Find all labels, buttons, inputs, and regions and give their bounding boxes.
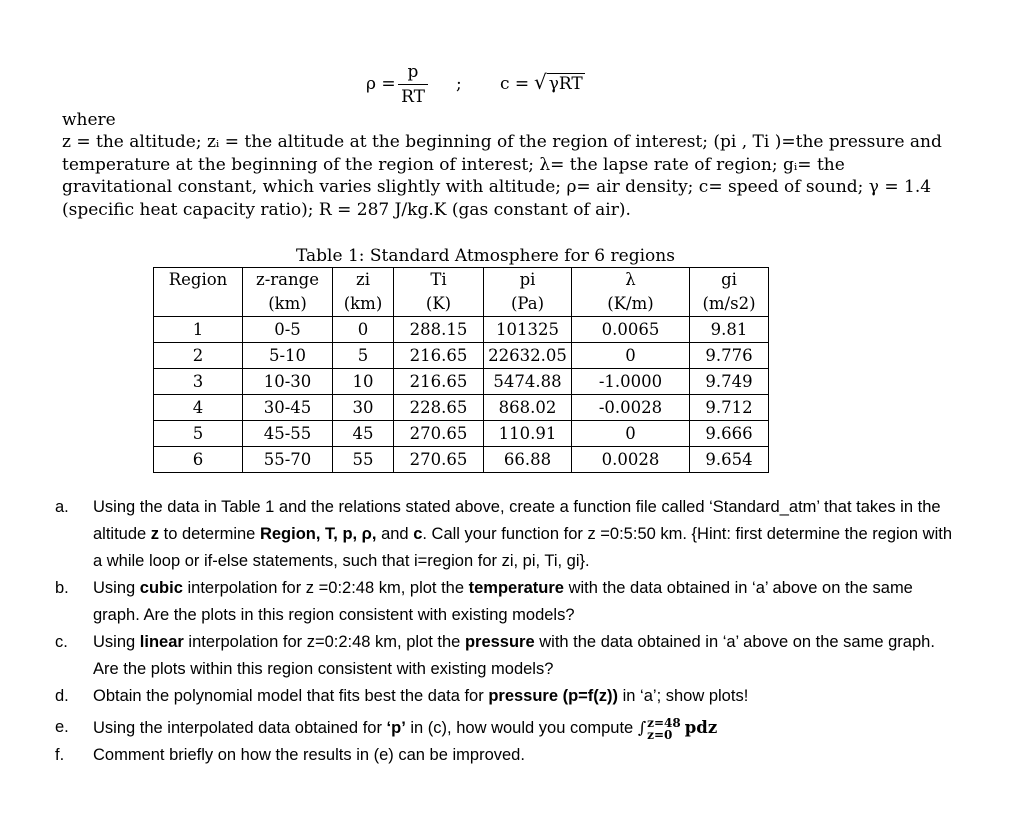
question-c [55, 629, 955, 683]
cell-zi: 10 [333, 369, 394, 395]
cell-z-range: 5-10 [243, 343, 333, 369]
question-label: e. [55, 718, 69, 736]
cell-pi: 66.88 [484, 447, 572, 473]
question-text: and [376, 525, 414, 543]
cell-pi: 5474.88 [484, 369, 572, 395]
sqrt-symbol: √ [534, 70, 547, 94]
formula-row [0, 62, 1024, 112]
question-label: d. [55, 687, 69, 705]
integral-lower-limit: z=0 [647, 727, 673, 742]
cell-region: 5 [154, 421, 243, 447]
question-emphasis: z [150, 525, 160, 543]
cell-gi: 9.712 [690, 395, 769, 421]
cell-lapse-rate: 0 [572, 421, 690, 447]
question-label: a. [55, 498, 69, 516]
cell-lapse-rate: -0.0028 [572, 395, 690, 421]
question-text: Using [93, 633, 140, 651]
density-numerator: p [398, 62, 428, 85]
density-formula-lhs: ρ = [366, 74, 396, 94]
cell-region: 4 [154, 395, 243, 421]
cell-ti: 270.65 [394, 447, 484, 473]
question-b [55, 575, 955, 629]
question-text: with the data obtained in ‘a’ above on the same graph. Are the plots within this region consistent with existing models? [93, 633, 935, 678]
cell-gi: 9.749 [690, 369, 769, 395]
variable-definitions: z = the altitude; zᵢ = the altitude at the beginning of the region of interest; (pi , Ti )=the pressure and temperature at the beginning of the region of interest; λ= the lapse rate of region; gᵢ= the gravitational constant, which varies slightly with altitude; ρ= air density; c= speed of sound; γ = 1.4 (specific heat capacity ratio); R = 287 J/kg.K (gas constant of air). [62, 132, 942, 220]
cell-z-range: 10-30 [243, 369, 333, 395]
density-fraction [398, 62, 428, 107]
cell-region: 3 [154, 369, 243, 395]
cell-z-range: 45-55 [243, 421, 333, 447]
question-e [55, 710, 955, 742]
question-text: Comment briefly on how the results in (e) can be improved. [93, 746, 525, 764]
where-label: where [62, 110, 116, 130]
cell-zi: 30 [333, 395, 394, 421]
question-text: Using the data in Table 1 and the relations stated above, create a function file called ‘Standard_atm’ that takes in the altitude [93, 498, 941, 543]
cell-zi: 55 [333, 447, 394, 473]
cell-lapse-rate: 0.0065 [572, 317, 690, 343]
table-row [154, 395, 769, 421]
table-row [154, 343, 769, 369]
question-emphasis: cubic [139, 579, 183, 597]
cell-zi: 0 [333, 317, 394, 343]
header-region: Region [154, 268, 243, 317]
question-text: Obtain the polynomial model that fits best the data for [93, 687, 489, 705]
question-emphasis: Region, T, p, ρ, [259, 525, 377, 543]
question-text: interpolation for z=0:2:48 km, plot the [183, 633, 465, 651]
cell-z-range: 55-70 [243, 447, 333, 473]
cell-zi: 45 [333, 421, 394, 447]
cell-gi: 9.654 [690, 447, 769, 473]
table-caption: Table 1: Standard Atmosphere for 6 regions [296, 246, 675, 266]
cell-gi: 9.776 [690, 343, 769, 369]
question-list [55, 494, 955, 769]
cell-region: 6 [154, 447, 243, 473]
header-pi: pi (Pa) [484, 268, 572, 317]
question-label: c. [55, 633, 68, 651]
standard-atmosphere-table [153, 267, 769, 473]
cell-gi: 9.666 [690, 421, 769, 447]
cell-pi: 101325 [484, 317, 572, 343]
integrand: pdz [684, 718, 718, 737]
cell-ti: 216.65 [394, 369, 484, 395]
question-emphasis: temperature [468, 579, 564, 597]
cell-lapse-rate: 0 [572, 343, 690, 369]
cell-gi: 9.81 [690, 317, 769, 343]
formula-separator: ; [456, 74, 462, 94]
question-text: . Call your function for z =0:5:50 km. {Hint: first determine the region with a while loop or if-else statements, such that i=region for zi, pi, Ti, gi}. [93, 525, 952, 570]
cell-region: 2 [154, 343, 243, 369]
cell-lapse-rate: 0.0028 [572, 447, 690, 473]
header-ti: Ti (K) [394, 268, 484, 317]
cell-z-range: 0-5 [243, 317, 333, 343]
table-row [154, 421, 769, 447]
sound-speed-formula-lhs: c = [500, 74, 530, 94]
header-zi: zi (km) [333, 268, 394, 317]
cell-ti: 270.65 [394, 421, 484, 447]
header-z-range: z-range (km) [243, 268, 333, 317]
question-text: in ‘a’; show plots! [618, 687, 749, 705]
density-denominator: RT [401, 87, 425, 107]
question-emphasis: c [413, 525, 423, 543]
question-label: f. [55, 746, 65, 764]
cell-ti: 228.65 [394, 395, 484, 421]
question-text: to determine [159, 525, 260, 543]
question-f [55, 742, 955, 769]
question-text: in (c), how would you compute [405, 719, 638, 737]
question-label: b. [55, 579, 69, 597]
question-text: Using [93, 579, 140, 597]
cell-region: 1 [154, 317, 243, 343]
integral-limits [647, 717, 681, 741]
question-emphasis: ‘p’ [386, 719, 406, 737]
table-header-row [154, 268, 769, 317]
cell-ti: 216.65 [394, 343, 484, 369]
integral-upper-limit: z=48 [647, 715, 681, 730]
cell-pi: 868.02 [484, 395, 572, 421]
sound-speed-sqrt [534, 70, 585, 94]
question-text: interpolation for z =0:2:48 km, plot the [182, 579, 469, 597]
table-row [154, 369, 769, 395]
cell-ti: 288.15 [394, 317, 484, 343]
question-emphasis: pressure (p=f(z)) [488, 687, 619, 705]
question-d [55, 683, 955, 710]
table-row [154, 317, 769, 343]
question-text: Using the interpolated data obtained for [93, 719, 387, 737]
header-lapse-rate: λ (K/m) [572, 268, 690, 317]
cell-pi: 22632.05 [484, 343, 572, 369]
question-emphasis: linear [139, 633, 184, 651]
question-a [55, 494, 955, 575]
sqrt-radicand: γRT [548, 74, 583, 94]
header-gi: gi (m/s2) [690, 268, 769, 317]
question-emphasis: pressure [464, 633, 535, 651]
integral-symbol: ∫ [637, 718, 647, 737]
question-text: with the data obtained in ‘a’ above on the same graph. Are the plots in this region consistent with existing models? [93, 579, 913, 624]
cell-z-range: 30-45 [243, 395, 333, 421]
cell-zi: 5 [333, 343, 394, 369]
cell-lapse-rate: -1.0000 [572, 369, 690, 395]
table-row [154, 447, 769, 473]
cell-pi: 110.91 [484, 421, 572, 447]
